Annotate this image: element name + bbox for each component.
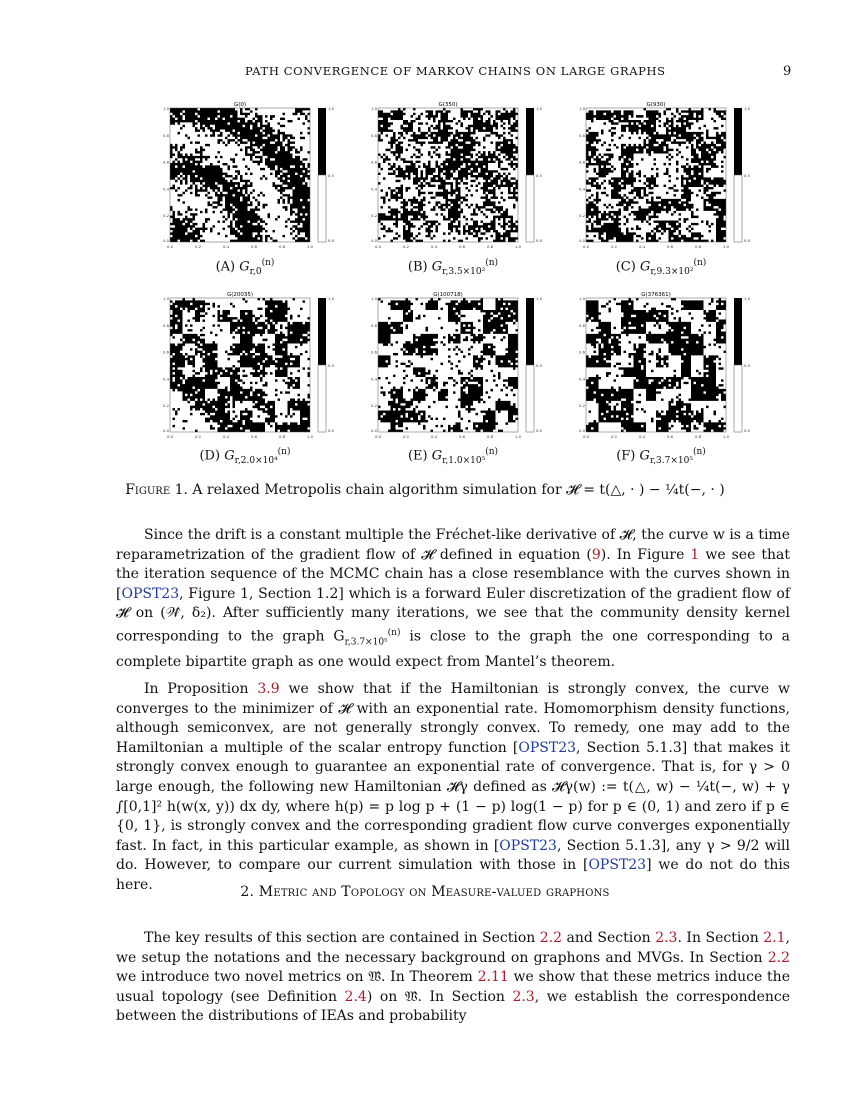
subfigure-label: (C): [615, 259, 640, 275]
x-tick-label: 0.8: [486, 434, 494, 439]
y-tick-label: 0.2: [162, 213, 169, 219]
subfigure-formula: G: [639, 259, 651, 275]
x-tick-label: 0.8: [694, 244, 702, 249]
x-tick-label: 0.8: [694, 434, 702, 439]
subfigure-subscript: r,3.7×10⁵: [649, 455, 693, 466]
p2-text-3: , Section 5.1.3] that makes it strongly convex enough to guarantee an exponential rate of convergence. That is, for γ > 0 large enough, the following new Hamiltonian 𝓗γ defined as 𝓗γ(w) := t(△, w) − ¼t(−, w) + γ ∫[0,1]² h(w(x, y)) dx dy, where h(p) = p log p + (1 − p) log(1 − p) for p ∈ (0, 1) and zero if p ∈ {0, 1}, is strongly convex and the corresponding gradient flow curve converges exponentially fast. In fact, in this particular example, as shown in [: [116, 739, 790, 854]
section-ref[interactable]: 2.3: [655, 930, 678, 946]
x-tick-label: 0.6: [458, 244, 466, 249]
heatmap-cells: [170, 298, 310, 432]
y-tick-label: 1.0: [370, 296, 377, 301]
figure-panel-d: [160, 290, 350, 442]
subfigure-superscript: (n): [277, 447, 291, 457]
y-tick-label: 0.4: [162, 376, 169, 382]
colorbar-dark: [526, 108, 534, 175]
colorbar-tick-label: 0.5: [328, 363, 335, 368]
heatmap-title: G(376361): [641, 292, 671, 298]
y-tick-label: 0.6: [162, 159, 169, 165]
heatmap-a: [160, 100, 350, 252]
subfigure-superscript: (n): [693, 258, 707, 268]
colorbar-light: [734, 365, 742, 432]
heatmap-dark-cells: [586, 298, 726, 432]
colorbar-light: [318, 365, 326, 432]
p3-text-1: The key results of this section are contained in Section: [144, 930, 540, 946]
x-tick-label: 1.0: [514, 434, 522, 439]
x-tick-label: 1.0: [722, 244, 730, 249]
y-tick-label: 0.6: [370, 159, 377, 165]
y-tick-label: 0.8: [578, 132, 585, 138]
subfigure-caption-b: [353, 258, 553, 277]
x-tick-label: 0.4: [638, 434, 646, 439]
y-tick-label: 0.6: [578, 159, 585, 165]
p1-text-4: , Figure 1, Section 1.2] which is a forward Euler discretization of the gradient flow of 𝓗 on (𝒲̂, δ₂). After sufficiently many iterations, we see that the community density kernel corresponding to the graph G: [116, 585, 790, 645]
heatmap-dark-cells: [378, 108, 518, 242]
heatmap-cells: [378, 298, 518, 432]
y-tick-label: 0.4: [370, 376, 377, 382]
p2-text-2: we show that if the Hamiltonian is strongly convex, the curve w converges to the minimizer of 𝓗 with an exponential rate. Homomorphism density functions, although semiconvex, are not generally strongly convex. To remedy, one may add to the Hamiltonian a multiple of the scalar entropy function [: [116, 681, 791, 756]
p1-text-2: ). In Figure: [600, 546, 691, 563]
heatmap-dark-cells: [378, 298, 518, 432]
x-tick-label: 0.2: [194, 434, 202, 439]
heatmap-d: [160, 290, 350, 442]
subfigure-subscript: r,1.0×10⁵: [442, 455, 486, 466]
p3-text-5: we introduce two novel metrics on 𝔚̂. In Theorem: [116, 969, 478, 986]
x-tick-label: 0.0: [166, 434, 174, 439]
colorbar-tick-label: 0.5: [744, 173, 751, 178]
y-tick-label: 0.4: [162, 186, 169, 192]
x-tick-label: 0.4: [638, 244, 646, 249]
subfigure-caption-c: [561, 258, 761, 277]
colorbar-tick-label: 0.0: [536, 428, 543, 433]
x-tick-label: 0.6: [250, 244, 258, 249]
x-tick-label: 0.0: [374, 244, 382, 249]
p2-text-5: ] we do not do this here.: [116, 857, 790, 893]
x-tick-label: 0.6: [250, 434, 258, 439]
y-tick-label: 0.0: [162, 238, 169, 243]
section-2-title: 2. Metric and Topology on Measure-valued graphons: [240, 884, 610, 900]
subfigure-subscript: r,0: [249, 266, 262, 277]
colorbar-light: [526, 175, 534, 242]
colorbar-tick-label: 0.5: [536, 173, 543, 178]
p2-text-1: In Proposition: [144, 681, 258, 697]
y-tick-label: 0.4: [578, 376, 585, 382]
x-tick-label: 0.2: [402, 434, 410, 439]
heatmap-cells: [170, 108, 310, 242]
y-tick-label: 0.8: [370, 132, 377, 138]
colorbar-tick-label: 0.5: [744, 363, 751, 368]
subfigure-formula: G: [239, 259, 250, 275]
p1-text-1: Since the drift is a constant multiple the Fréchet-like derivative of 𝓗, the curve w is a time reparametrization of the gradient flow of 𝓗 defined in equation (: [116, 527, 790, 563]
p3-text-2: and Section: [562, 930, 656, 946]
y-tick-label: 0.0: [578, 428, 585, 433]
figure-caption-label: Figure 1.: [125, 482, 188, 498]
colorbar-dark: [318, 108, 326, 175]
x-tick-label: 0.4: [222, 434, 230, 439]
colorbar-dark: [526, 298, 534, 365]
p2-text-4: , Section 5.1.3], any γ > 9/2 will do. However, to compare our current simulation with those in [: [116, 837, 791, 874]
p1-text-3: we see that the iteration sequence of the MCMC chain has a close resemblance with the curves shown in [: [116, 546, 790, 602]
y-tick-label: 0.4: [578, 186, 585, 192]
figure-ref[interactable]: 1: [690, 546, 700, 563]
subfigure-caption-a: [145, 258, 345, 277]
y-tick-label: 0.4: [370, 186, 377, 192]
heatmap-cells: [378, 108, 518, 242]
subfigure-formula: G: [431, 259, 443, 275]
heatmap-c: [576, 100, 766, 252]
subfigure-label: (B): [407, 259, 432, 275]
y-tick-label: 0.0: [370, 428, 377, 433]
paragraph-proposition: [116, 680, 790, 896]
x-tick-label: 0.4: [430, 434, 438, 439]
x-tick-label: 0.0: [582, 244, 590, 249]
y-tick-label: 1.0: [162, 106, 169, 111]
heatmap-title: G(0): [233, 102, 247, 108]
colorbar-dark: [734, 108, 742, 175]
heatmap-f: [576, 290, 766, 442]
citation-opst23[interactable]: OPST23: [588, 857, 647, 874]
p3-text-4: , we setup the notations and the necessary background on graphons and MVGs. In Section: [116, 930, 790, 966]
colorbar-tick-label: 0.0: [744, 238, 751, 243]
y-tick-label: 0.8: [578, 322, 585, 328]
colorbar-light: [526, 365, 534, 432]
colorbar-tick-label: 1.0: [744, 296, 751, 301]
subfigure-label: (E): [407, 448, 432, 464]
y-tick-label: 0.6: [162, 349, 169, 355]
x-tick-label: 1.0: [722, 434, 730, 439]
colorbar-dark: [734, 298, 742, 365]
heatmap-b: [368, 100, 558, 252]
page-header: [0, 64, 850, 82]
equation-ref[interactable]: 9: [591, 546, 601, 563]
x-tick-label: 1.0: [306, 244, 314, 249]
p3-text-8: , we establish the correspondence between the distributions of IEAs and probability: [116, 988, 790, 1025]
x-tick-label: 0.2: [610, 434, 618, 439]
definition-ref[interactable]: 2.4: [344, 988, 367, 1005]
x-tick-label: 0.0: [166, 244, 174, 249]
paragraph-drift: [116, 526, 790, 673]
x-tick-label: 0.2: [610, 244, 618, 249]
y-tick-label: 0.8: [162, 132, 169, 138]
x-tick-label: 0.2: [194, 244, 202, 249]
y-tick-label: 0.2: [370, 213, 377, 219]
p3-text-7: ) on 𝔚̂. In Section: [366, 988, 513, 1005]
figure-panel-a: [160, 100, 350, 252]
y-tick-label: 1.0: [370, 106, 377, 111]
colorbar-tick-label: 0.0: [328, 238, 335, 243]
colorbar-light: [734, 175, 742, 242]
subfigure-caption-e: [353, 447, 553, 466]
subfigure-label: (F): [616, 448, 640, 464]
x-tick-label: 0.0: [374, 434, 382, 439]
subfigure-formula: G: [224, 448, 235, 464]
p3-text-6: we show that these metrics induce the usual topology (see Definition: [116, 969, 790, 1005]
y-tick-label: 0.8: [370, 322, 377, 328]
figure-caption-text: A relaxed Metropolis chain algorithm simulation for 𝓗 = t(△, · ) − ¼t(−, · ): [192, 482, 725, 498]
y-tick-label: 0.2: [370, 403, 377, 409]
subfigure-subscript: r,9.3×10²: [650, 266, 694, 277]
figure-panel-e: [368, 290, 558, 442]
x-tick-label: 0.8: [486, 244, 494, 249]
colorbar-light: [318, 175, 326, 242]
x-tick-label: 0.6: [458, 434, 466, 439]
figure-caption: [0, 482, 850, 498]
y-tick-label: 0.8: [162, 322, 169, 328]
y-tick-label: 1.0: [578, 296, 585, 301]
graph-subscript: r,3.7×10⁵: [344, 637, 388, 648]
p1-text-5: is close to the graph the one corresponding to a complete bipartite graph as one would expect from Mantel’s theorem.: [116, 628, 790, 671]
y-tick-label: 0.2: [162, 403, 169, 409]
heatmap-title: G(930): [646, 102, 666, 108]
x-tick-label: 1.0: [514, 244, 522, 249]
heatmap-cells: [586, 298, 726, 432]
page-number: 9: [783, 64, 792, 79]
colorbar-tick-label: 1.0: [744, 106, 751, 111]
y-tick-label: 0.6: [578, 349, 585, 355]
subfigure-label: (D): [199, 448, 225, 464]
y-tick-label: 0.2: [578, 213, 585, 219]
x-tick-label: 0.0: [582, 434, 590, 439]
citation-opst23[interactable]: OPST23: [499, 837, 557, 854]
proposition-ref[interactable]: 3.9: [257, 681, 280, 697]
colorbar-tick-label: 1.0: [328, 296, 335, 301]
citation-opst23[interactable]: OPST23: [518, 739, 577, 756]
heatmap-e: [368, 290, 558, 442]
colorbar-tick-label: 0.5: [328, 173, 335, 178]
section-ref[interactable]: 2.3: [512, 988, 535, 1005]
graph-superscript: (n): [387, 627, 401, 638]
y-tick-label: 0.0: [578, 238, 585, 243]
heatmap-title: G(100718): [433, 292, 463, 298]
subfigure-subscript: r,2.0×10⁴: [234, 455, 278, 466]
colorbar-tick-label: 0.5: [536, 363, 543, 368]
subfigure-formula: G: [431, 448, 443, 464]
x-tick-label: 0.2: [402, 244, 410, 249]
heatmap-dark-cells: [170, 108, 310, 242]
figure-panel-c: [576, 100, 766, 252]
colorbar-tick-label: 1.0: [536, 296, 543, 301]
colorbar-tick-label: 0.0: [744, 428, 751, 433]
x-tick-label: 0.4: [222, 244, 230, 249]
x-tick-label: 1.0: [306, 434, 314, 439]
colorbar-tick-label: 1.0: [328, 106, 335, 111]
x-tick-label: 0.6: [666, 244, 674, 249]
y-tick-label: 0.0: [370, 238, 377, 243]
heatmap-cells: [586, 108, 726, 242]
subfigure-superscript: (n): [485, 258, 499, 268]
figure-panel-b: [368, 100, 558, 252]
subfigure-caption-f: [561, 447, 761, 466]
section-ref[interactable]: 2.2: [539, 930, 563, 946]
y-tick-label: 1.0: [162, 296, 169, 301]
p3-text-3: . In Section: [677, 930, 764, 946]
y-tick-label: 0.2: [578, 403, 585, 409]
heatmap-title: G(350): [438, 102, 458, 108]
colorbar-tick-label: 0.0: [328, 428, 335, 433]
heatmap-title: G(20035): [226, 292, 254, 298]
x-tick-label: 0.4: [430, 244, 438, 249]
x-tick-label: 0.8: [278, 244, 286, 249]
subfigure-label: (A): [215, 259, 240, 275]
figure-panel-f: [576, 290, 766, 442]
section-ref[interactable]: 2.2: [767, 949, 790, 966]
running-title: PATH CONVERGENCE OF MARKOV CHAINS ON LARGE GRAPHS: [245, 64, 666, 78]
subfigure-subscript: r,3.5×10²: [442, 266, 486, 277]
subfigure-superscript: (n): [485, 447, 499, 457]
section-ref[interactable]: 2.1: [763, 930, 786, 946]
y-tick-label: 0.6: [370, 349, 377, 355]
y-tick-label: 1.0: [578, 106, 585, 111]
subfigure-formula: G: [639, 448, 650, 464]
theorem-ref[interactable]: 2.11: [477, 969, 509, 986]
x-tick-label: 0.6: [666, 434, 674, 439]
subfigure-superscript: (n): [261, 258, 275, 268]
heatmap-dark-cells: [170, 298, 310, 432]
heatmap-dark-cells: [586, 108, 726, 242]
citation-opst23[interactable]: OPST23: [121, 585, 180, 602]
colorbar-tick-label: 0.0: [536, 238, 543, 243]
colorbar-dark: [318, 298, 326, 365]
colorbar-tick-label: 1.0: [536, 106, 543, 111]
paragraph-section-2-intro: [116, 929, 790, 1027]
subfigure-caption-d: [145, 447, 345, 466]
subfigure-superscript: (n): [692, 447, 706, 457]
y-tick-label: 0.0: [162, 428, 169, 433]
x-tick-label: 0.8: [278, 434, 286, 439]
